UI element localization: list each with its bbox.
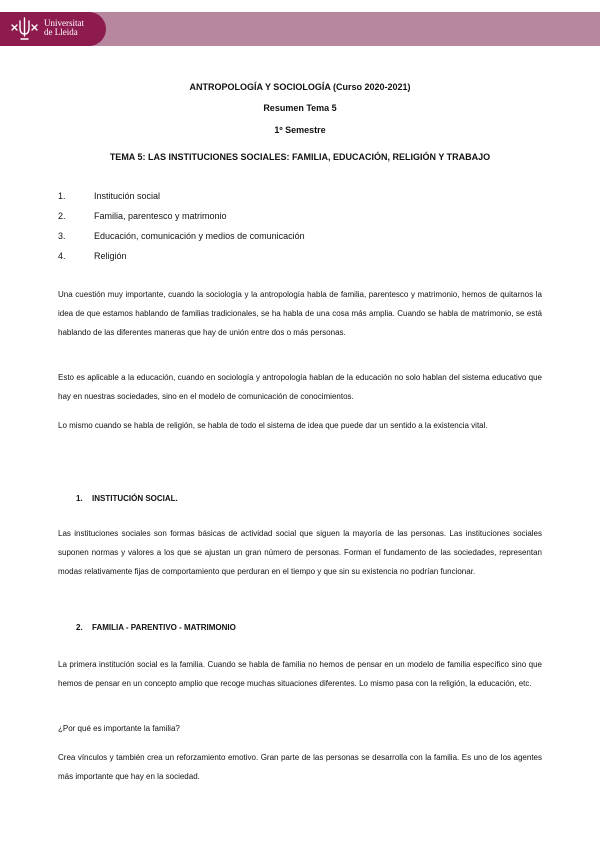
section-heading-1 [76,494,178,503]
section-number: 1. [76,494,83,503]
document-semester: 1º Semestre [274,125,326,135]
intro-paragraph-3: Lo mismo cuando se habla de religión, se habla de todo el sistema de idea que puede dar un sentido a la existencia vital. [58,421,488,430]
section-title: INSTITUCIÓN SOCIAL. [92,494,178,503]
intro-paragraph-1: Una cuestión muy importante, cuando la sociología y la antropología habla de familia, parentesco y matrimonio, hemos de quitarnos la idea de que estamos hablando de familias tradicionales, se ha habla de una cosa más amplia. Cuando se habla de matrimonio, se está hablando de las diferentes maneras que hay de unión entre dos o más personas. [58,290,542,337]
list-item-number: 2. [58,211,66,221]
list-item-text: Religión [94,251,127,261]
university-name-line1: Universitat [44,18,84,28]
list-item-number: 4. [58,251,66,261]
list-item-text: Familia, parentesco y matrimonio [94,211,227,221]
university-logo [0,12,106,46]
university-name-line2: de Lleida [44,27,78,37]
intro-paragraph-2: Esto es aplicable a la educación, cuando en sociología y antropología hablan de la educación no solo hablan del sistema educativo que hay en nuestras sociedades, sino en el modelo de comunicación de conocimientos. [58,373,542,401]
section-title: FAMILIA - PARENTIVO - MATRIMONIO [92,623,236,632]
list-item-number: 3. [58,231,66,241]
section-number: 2. [76,623,83,632]
document-title: ANTROPOLOGÍA Y SOCIOLOGÍA (Curso 2020-2021) [189,82,411,92]
document-topic: TEMA 5: LAS INSTITUCIONES SOCIALES: FAMILIA, EDUCACIÓN, RELIGIÓN Y TRABAJO [109,152,491,162]
list-item-text: Institución social [94,191,161,201]
list-item-text: Educación, comunicación y medios de comunicación [94,231,305,241]
section1-paragraph: Las instituciones sociales son formas básicas de actividad social que siguen la mayoría de las personas. Las instituciones sociales suponen normas y valores a los que se ajustan un gran número de personas. Forman el fundamento de las sociedades, representan modas relativamente fijas de comportamiento que perduran en el tiempo y que sin su existencia no podrían funcionar. [58,529,542,576]
university-name [44,19,84,37]
list-item-number: 1. [58,191,66,201]
university-emblem-icon [9,15,39,43]
section2-answer: Crea vínculos y también crea un reforzamiento emotivo. Gran parte de las personas se desarrolla con la familia. Es uno de los agentes más importante que hay en la sociedad. [58,753,542,781]
section-heading-2 [76,623,236,632]
document-subtitle: Resumen Tema 5 [263,103,337,113]
section2-paragraph: La primera institución social es la familia. Cuando se habla de familia no hemos de pensar en un modelo de familia específico sino que hemos de pensar en un concepto amplio que recoge muchas situaciones diferentes. Lo mismo pasa con la religión, la educación, etc. [58,660,542,688]
section2-question: ¿Por qué es importante la familia? [58,724,180,733]
